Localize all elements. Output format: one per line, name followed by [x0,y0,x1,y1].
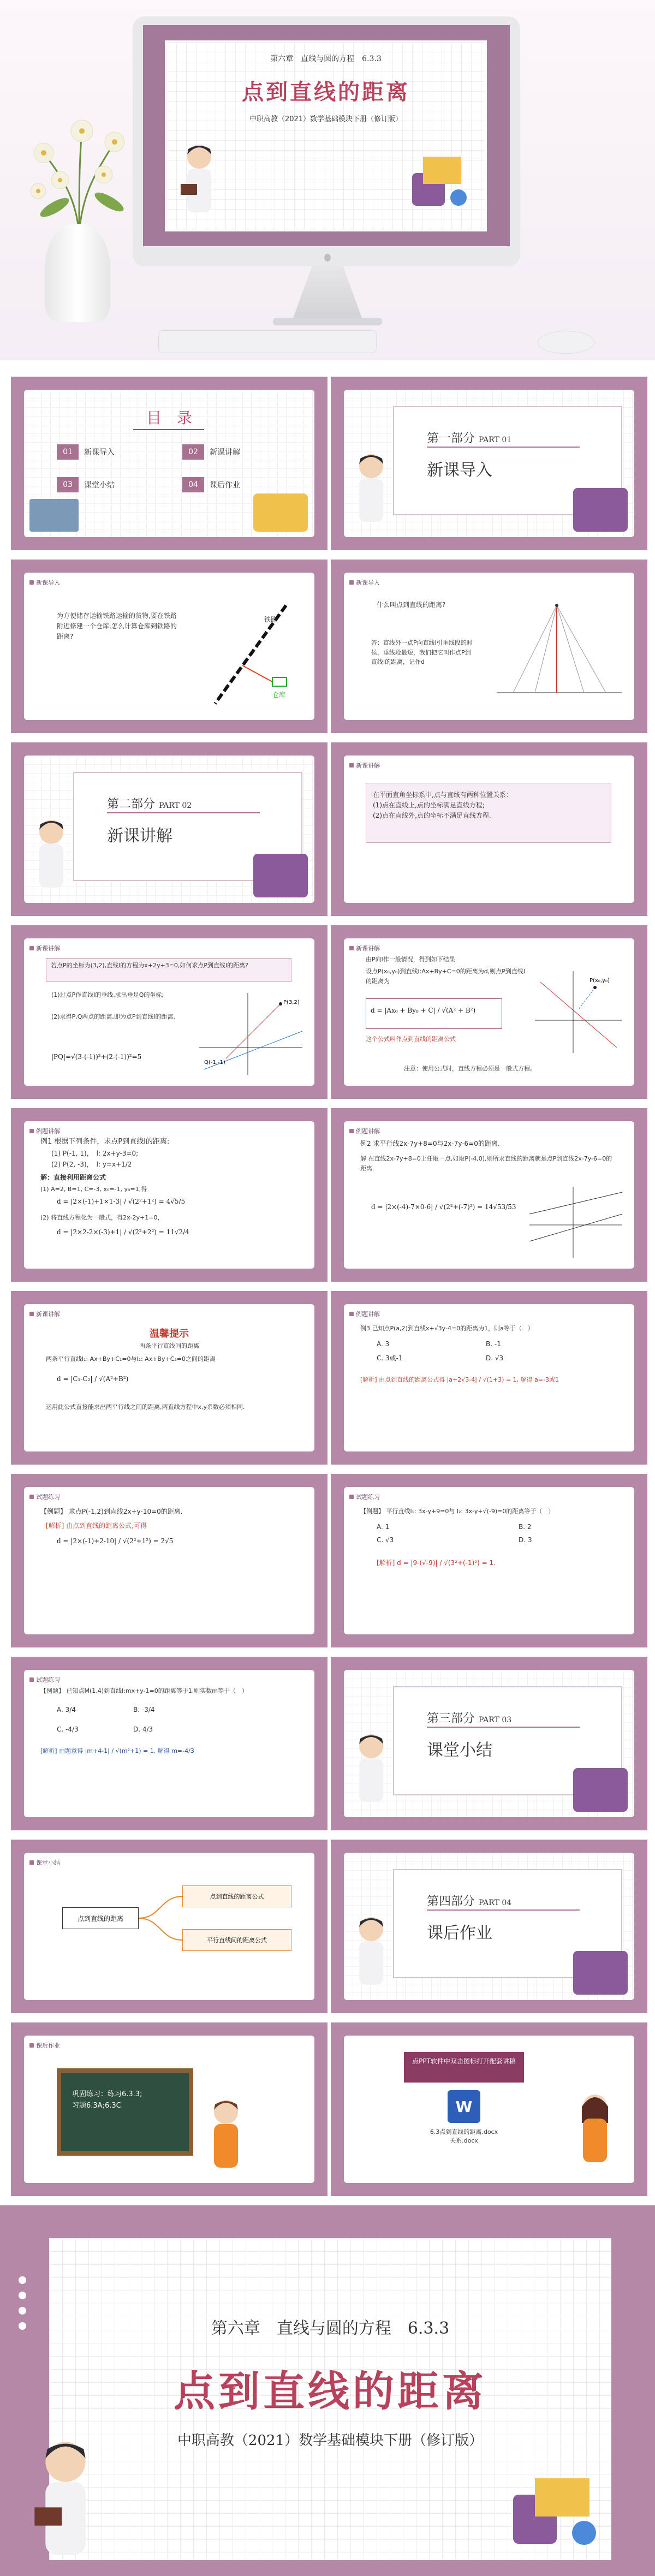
ex1-formula1: d = |2×(-1)+1×1-3| / √(2²+1²) = 4√5/5 [57,1198,186,1205]
student-illustration [27,2435,104,2571]
stationery-decoration [502,2473,600,2549]
part1-label [427,429,511,446]
large-title: 点到直线的距离 [174,2367,487,2416]
learn2-step1: (1)过点P作直线l的垂线,求出垂足Q的坐标; [51,991,164,998]
ex4-solution: [解析] 由点到直线的距离公式得 |a+2√3-4| / √(1+3) = 1, 解得 a=-3或1 [360,1376,559,1383]
ex6-question: 【例题】 平行直线l₁: 3x-y+9=0与 l₂: 3x-y+√(-9)=0的距离等于（ ） [360,1508,555,1515]
slide-tag: 试题练习 [349,1492,380,1501]
slide-homework[interactable] [11,2022,327,2196]
part2-part: 第二部分 [107,798,156,811]
slide-tag: 新课导入 [349,578,380,587]
option-d[interactable]: D. 4/3 [133,1726,153,1733]
option-d[interactable]: D. 3 [519,1536,532,1544]
ex1-question: 例1 根据下列条件，求点P到直线l的距离: [40,1138,170,1146]
slide-tag: 例题讲解 [349,1310,380,1318]
slide-intro-2[interactable] [331,560,647,733]
slide-tag: 试题练习 [29,1492,60,1501]
part3-part-en: PART 03 [479,1716,512,1724]
slide-tag: 新课讲解 [349,944,380,953]
ex5-formula: d = |2×(-1)+2-10| / √(2²+1²) = 2√5 [57,1537,174,1545]
part4-name: 课后作业 [427,1924,492,1943]
part3-label [427,1709,511,1726]
tip-line2: 运用此公式直接能求出两平行线之间的距离,两直线方程中x,y系数必须相同. [46,1403,245,1411]
slide-example-2[interactable] [331,1108,647,1282]
slide-tag: 课后作业 [29,2041,60,2050]
ex2-question: 例2 求平行线2x-7y+8=0与2x-7y-6=0的距离. [360,1140,500,1147]
ex1-step1: (1) A=2, B=1, C=-3, x₀=-1, y₀=1,得 [40,1186,147,1193]
part4-label [427,1892,511,1909]
slide-part4[interactable] [331,1840,647,2013]
ex6-solution: [解析] d = |9-(√-9)| / √(3²+(-1)²) = 1. [377,1559,496,1567]
homework-line1: 巩固练习：练习6.3.3; [72,2090,142,2098]
slide-example-4[interactable] [331,1291,647,1465]
toc-item-3[interactable] [57,477,115,492]
monitor-stand [292,266,363,321]
slide-tag: 例题讲解 [29,1127,60,1135]
title-card [49,2238,611,2560]
toc-item-label: 新课讲解 [210,448,240,457]
part4-divider [427,1909,580,1911]
doc-file-name-2[interactable]: 关系.docx [450,2137,478,2144]
vase [45,224,110,322]
student-illustration [29,816,73,897]
coordinate-diagram [193,987,308,1080]
slide-summary[interactable] [11,1840,327,2013]
hero-subtitle: 中职高教（2021）数学基础模块下册（修订版） [249,115,403,123]
toc-title-underline [133,429,204,430]
ex5-solution: [解析] 由点到直线的距离公式,可得 [46,1522,147,1530]
learn2-step2: (2)求得P,Q两点的距离,即为点P到直线l的距离. [51,1013,176,1020]
student-illustration [349,1730,393,1812]
mindmap-branch-2: 平行直线间的距离公式 [182,1929,291,1951]
open-script-banner: 点PPT软件中双击图标打开配套讲稿 [404,2052,524,2083]
word-doc-icon[interactable]: W [448,2090,480,2123]
homework-line2: 习题6.3A;6.3C [72,2101,121,2110]
ex2-diagram [524,1181,628,1263]
distance-formula-box [366,998,502,1029]
store-label: 仓库 [272,691,286,699]
slide-example-7[interactable] [11,1657,327,1830]
part3-part: 第三部分 [427,1712,475,1726]
tip-line1: 两条平行直线l₁: Ax+By+C₁=0与l₂: Ax+By+C₂=0之间的距离 [46,1355,216,1363]
ex2-formula: d = |2×(-4)-7×0-6| / √(2²+(-7)²) = 14√53/53 [371,1203,516,1211]
toc-item-4[interactable] [182,477,240,492]
student-illustration [177,140,221,222]
slide-example-6[interactable] [331,1474,647,1647]
option-a[interactable]: A. 3 [377,1340,390,1348]
slide-tag: 新课讲解 [29,1310,60,1318]
toc-title: 目 录 [146,409,192,427]
slide-tag: 试题练习 [29,1675,60,1684]
parallel-formula: d = |C₁-C₂| / √(A²+B²) [57,1375,129,1383]
dots-decoration [19,2276,26,2330]
learn2-result: |PQ|=√(3-(-1))²+(2-(-1))²=5 [51,1053,142,1061]
ex5-question: 【例题】 求点P(-1,2)到直线2x+y-10=0的距离. [40,1508,183,1515]
slide-file[interactable] [331,2022,647,2196]
ex1-case2: (2) P(2, -3)， l: y=x+1/2 [51,1161,132,1168]
learn2-question: 若点P的坐标为(3,2),直线l的方程为x+2y+3=0,如何求点P到直线l的距离? [51,962,248,969]
slide-part3[interactable] [331,1657,647,1830]
learn2-question-box [46,958,291,982]
slide-toc[interactable] [11,377,327,550]
part4-part-en: PART 04 [479,1899,512,1907]
toc-item-num: 04 [182,477,204,492]
part2-label [107,795,192,812]
option-c[interactable]: C. 3或-1 [377,1354,403,1362]
part1-part: 第一部分 [427,432,475,445]
slide-learn-3[interactable] [331,925,647,1099]
hero-chapter: 第六章 直线与圆的方程 6.3.3 [270,55,382,63]
toc-item-2[interactable] [182,444,240,460]
toc-item-label: 新课导入 [84,448,115,457]
ex1-step2: (2) 将直线方程化为一般式，得2x-2y+1=0， [40,1214,164,1221]
slide-tag: 新课讲解 [29,944,60,953]
learn3-intro: 由P向l作一般情况，得到如下结果 [366,956,455,963]
part1-part-en: PART 01 [479,436,512,444]
student-illustration [204,2096,248,2178]
slide-intro-1[interactable] [11,560,327,733]
relation-line: (2)点在直线外,点的坐标不满足直线方程. [373,812,491,820]
part2-name: 新课讲解 [107,826,172,846]
part2-part-en: PART 02 [159,801,192,810]
option-d[interactable]: D. √3 [486,1354,504,1362]
slide-part2[interactable] [11,742,327,916]
option-c[interactable]: C. √3 [377,1536,394,1544]
distance-diagram [491,594,628,709]
stationery-decoration [407,151,472,211]
option-b[interactable]: B. -3/4 [133,1706,155,1714]
large-subtitle: 中职高教（2021）数学基础模块下册（修订版） [177,2432,484,2449]
mindmap-branch-1: 点到直线的距离公式 [182,1885,291,1907]
large-chapter: 第六章 直线与圆的方程 6.3.3 [211,2319,450,2338]
toc-item-1[interactable] [57,444,115,460]
point-q-label: Q(-1,-1) [204,1060,225,1066]
railway-diagram [204,600,302,709]
slide-tag: 新课讲解 [349,761,380,770]
option-a[interactable]: A. 1 [377,1523,390,1531]
slide-title-large[interactable] [0,2205,655,2576]
option-c[interactable]: C. -4/3 [57,1726,79,1733]
slide-tag: 例题讲解 [349,1127,380,1135]
option-b[interactable]: B. 2 [519,1523,532,1531]
toc-item-num: 02 [182,444,204,460]
formula-tip: 注意：使用公式时，直线方程必须是一般式方程。 [404,1065,536,1072]
formula-note: 这个公式叫作点到直线的距离公式 [366,1036,456,1043]
stationery-decoration [253,493,308,532]
keyboard [158,330,377,353]
student-illustration [349,450,393,532]
stationery-decoration [573,1951,628,1995]
toc-item-label: 课堂小结 [84,481,115,490]
slide-learn-1[interactable] [331,742,647,916]
doc-file-name[interactable]: 6.3点到直线的距离.docx [430,2128,498,2135]
hero-mockup [0,0,655,360]
tip-title: 温馨提示 [150,1328,189,1340]
slide-example-1[interactable] [11,1108,327,1282]
stationery-decoration [573,1768,628,1812]
slide-example-5[interactable] [11,1474,327,1647]
title-slide-preview [165,40,487,231]
rail-label: 铁路 [264,616,278,623]
part3-name: 课堂小结 [427,1741,492,1760]
books-decoration [29,499,79,532]
student-illustration [349,1913,393,1995]
part4-part: 第四部分 [427,1895,475,1908]
teacher-illustration [573,2090,617,2172]
distance-formula: d = |Ax₀ + By₀ + C| / √(A² + B²) [371,1007,476,1014]
slide-example-3[interactable] [11,1291,327,1465]
stationery-decoration [253,854,308,897]
part3-divider [427,1727,580,1728]
monitor-base [273,318,382,325]
mindmap-connector [139,1885,182,1951]
slide-tag: 新课导入 [29,578,60,587]
stationery-decoration [573,488,628,532]
learn3-setup: 设点P(x₀,y₀)到直线l:Ax+By+C=0的距离为d,则点P到直线l的距离为 [366,968,525,985]
hero-title: 点到直线的距离 [242,80,410,105]
mouse [538,331,594,354]
part1-name: 新课导入 [427,461,492,480]
slide-part1[interactable] [331,377,647,550]
apple-icon [324,254,331,261]
option-a[interactable]: A. 3/4 [57,1706,76,1714]
part2-divider [107,812,260,813]
ex1-case1: (1) P(-1, 1)， l: 2x+y-3=0; [51,1150,139,1157]
point-label: P(x₀,y₀) [590,978,610,984]
option-b[interactable]: B. -1 [486,1340,501,1348]
slide-tag: 课堂小结 [29,1858,60,1867]
ex1-formula2: d = |2×2-2×(-3)+1| / √(2²+2²) = 11√2/4 [57,1228,189,1236]
intro2-question: 什么叫点到直线的距离? [377,601,446,609]
mindmap-root: 点到直线的距离 [62,1907,139,1929]
ex2-solution: 解 在直线2x-7y+8=0上任取一点,如取P(-4,0),则所求直线的距离就是点P到直线2x-7y-6=0的距离. [360,1155,612,1172]
ex7-question: 【例题】 已知点M(1,4)到直线l:mx+y-1=0的距离等于1,则实数m等于（ ） [40,1687,248,1694]
ex4-question: 例3 已知点P(a,2)到直线x+√3y-4=0的距离为1，则a等于（ ） [360,1325,534,1332]
relation-line: (1)点在直线上,点的坐标满足直线方程; [373,801,485,810]
toc-item-label: 课后作业 [210,481,240,490]
ex7-solution: [解析] 由题意得 |m+4-1| / √(m²+1) = 1, 解得 m=-4/3 [40,1747,194,1754]
part1-divider [427,447,580,448]
intro2-answer: 答：直线外一点P向直线l引垂线段的时候，垂线段最短，我们把它叫作点P到直线l的距离，记作d [371,639,473,666]
relation-line: 在平面直角坐标系中,点与直线有两种位置关系： [373,791,513,799]
monitor-screen [143,25,510,246]
slide-learn-2[interactable] [11,925,327,1099]
point-p-label: P(3,2) [283,1000,300,1006]
toc-item-num: 01 [57,444,79,460]
tip-subtitle: 两条平行直线间的距离 [139,1342,199,1349]
intro-question: 为方便储存运输铁路运输的货物,要在铁路附近修建一个仓库,怎么计算仓库到铁路的距离? [57,612,177,641]
flower-decoration [22,109,136,235]
ex1-solution-head: 解：直接利用距离公式 [40,1174,106,1181]
position-relation-box [366,783,611,843]
formula-diagram [524,966,628,1058]
chalkboard [57,2068,193,2156]
toc-item-num: 03 [57,477,79,492]
